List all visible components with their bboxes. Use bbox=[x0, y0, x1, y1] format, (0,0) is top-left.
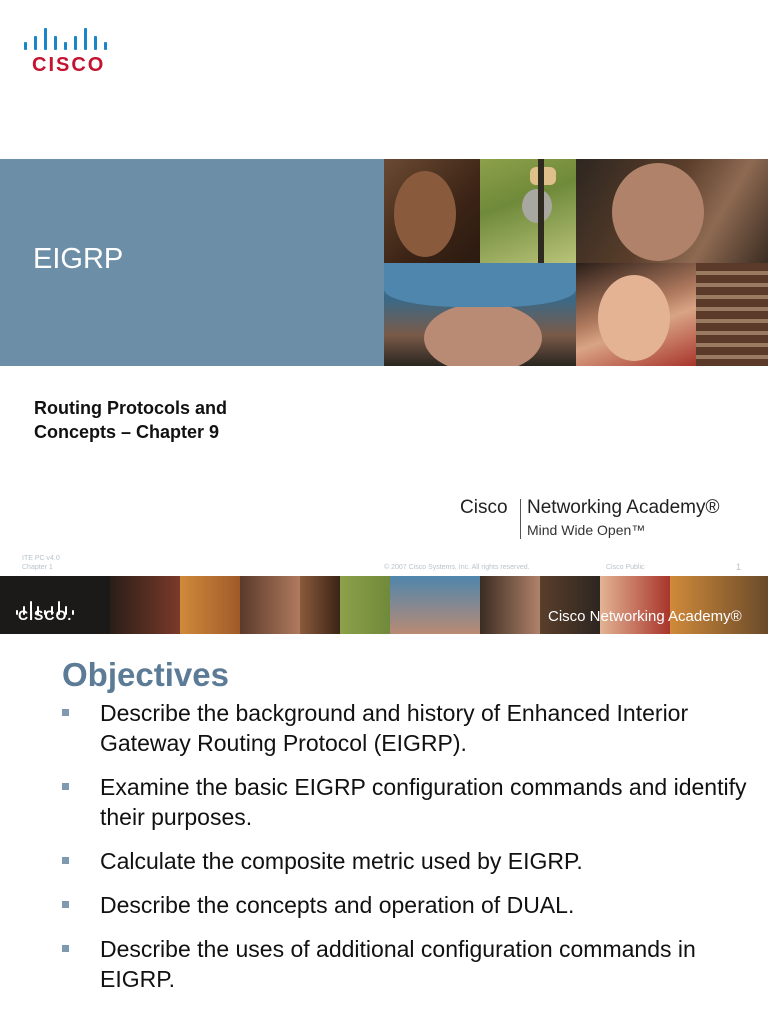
subtitle-line-2: Concepts – Chapter 9 bbox=[34, 422, 220, 442]
footer-page-number: 1 bbox=[736, 562, 742, 572]
list-item bbox=[62, 934, 752, 994]
list-item-text: Describe the uses of additional configuration commands in EIGRP. bbox=[100, 936, 696, 992]
list-item-text: Describe the concepts and operation of DUAL. bbox=[100, 892, 575, 918]
bullet-square-icon bbox=[62, 857, 69, 864]
list-item-text: Examine the basic EIGRP configuration commands and identify their purposes. bbox=[100, 774, 747, 830]
footer-copyright: © 2007 Cisco Systems, Inc. All rights reserved. bbox=[384, 564, 530, 571]
list-item bbox=[62, 890, 752, 920]
slide-title: EIGRP bbox=[33, 243, 124, 275]
academy-brand: Cisco bbox=[460, 497, 508, 518]
footer-chapter: Chapter 1 bbox=[22, 564, 53, 571]
objectives-title: Objectives bbox=[62, 656, 229, 693]
networking-academy-logo bbox=[460, 497, 750, 543]
academy-tagline: Mind Wide Open™ bbox=[527, 522, 646, 538]
photo-texture bbox=[696, 263, 768, 366]
objectives-slide bbox=[0, 576, 768, 1024]
photo-smiling-woman bbox=[576, 263, 696, 366]
cisco-logo-small bbox=[14, 589, 84, 625]
academy-divider bbox=[520, 499, 521, 539]
photo-young-man bbox=[384, 159, 480, 263]
subtitle-line-1: Routing Protocols and bbox=[34, 398, 227, 418]
cisco-logo-text-small: CISCO. bbox=[18, 607, 73, 623]
header-photo-strip bbox=[0, 576, 768, 634]
cisco-logo bbox=[22, 24, 118, 76]
photo-collage bbox=[384, 159, 768, 366]
photo-smiling-man bbox=[576, 159, 768, 263]
slide-subtitle bbox=[34, 396, 334, 444]
bullet-square-icon bbox=[62, 709, 69, 716]
bullet-square-icon bbox=[62, 783, 69, 790]
photo-hooded-person bbox=[384, 263, 576, 366]
list-item bbox=[62, 846, 752, 876]
strip-academy-label: Cisco Networking Academy® bbox=[548, 608, 742, 625]
cisco-logo-text: CISCO bbox=[32, 54, 106, 76]
bullet-square-icon bbox=[62, 945, 69, 952]
list-item-text: Calculate the composite metric used by EIGRP. bbox=[100, 848, 583, 874]
footer-course: ITE PC v4.0 bbox=[22, 555, 60, 562]
list-item bbox=[62, 698, 752, 758]
title-banner bbox=[0, 159, 384, 366]
photo-skateboard bbox=[480, 159, 576, 263]
footer-classification: Cisco Public bbox=[606, 564, 645, 571]
list-item-text: Describe the background and history of Enhanced Interior Gateway Routing Protocol (EIGRP). bbox=[100, 700, 689, 756]
bullet-square-icon bbox=[62, 901, 69, 908]
list-item bbox=[62, 772, 752, 832]
academy-name: Networking Academy® bbox=[527, 497, 720, 518]
objectives-list bbox=[62, 698, 752, 1008]
